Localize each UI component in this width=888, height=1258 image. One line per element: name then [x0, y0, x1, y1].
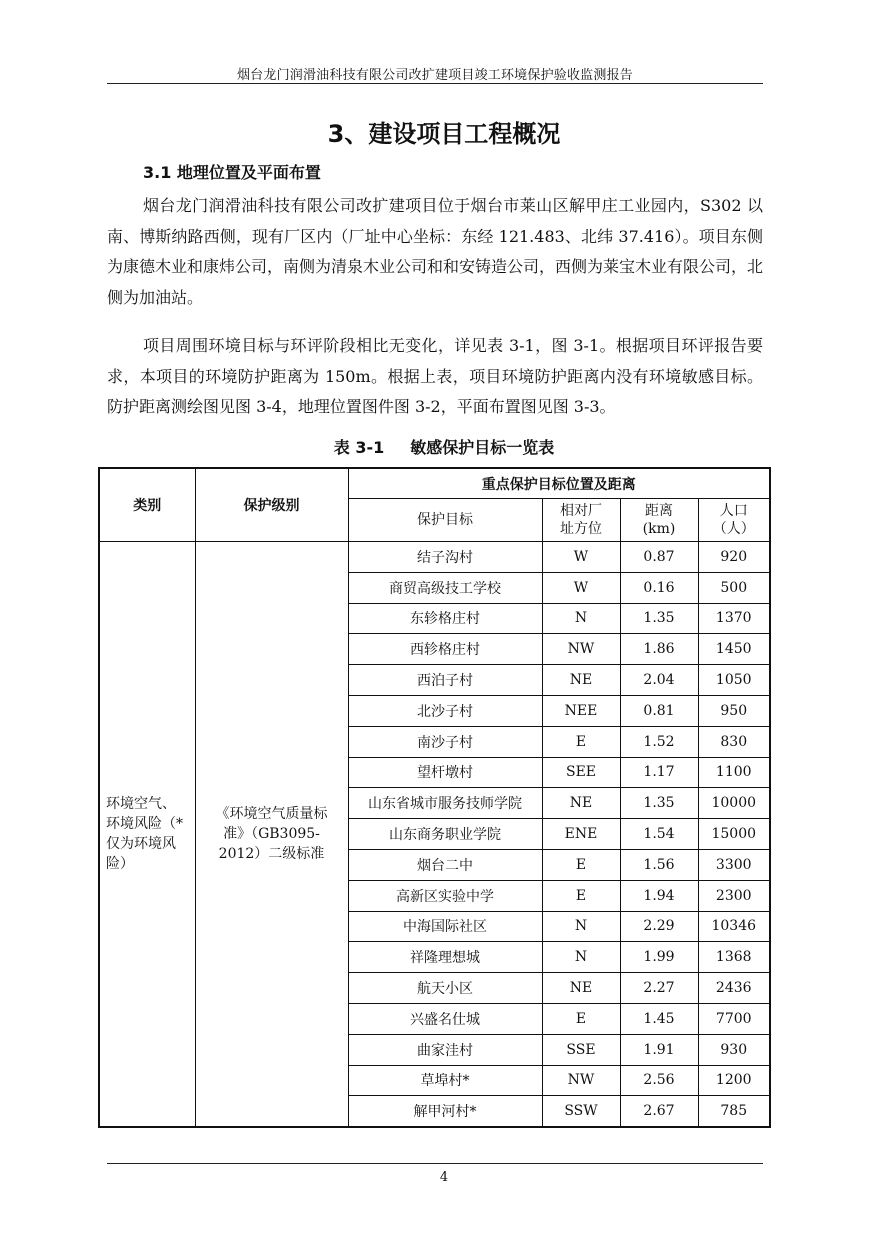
running-header: 烟台龙门润滑油科技有限公司改扩建项目竣工环境保护验收监测报告 — [236, 68, 633, 83]
target-cell: 曲家洼村 — [348, 1034, 542, 1065]
distance-cell: 1.17 — [620, 757, 698, 788]
population-cell: 950 — [698, 695, 770, 726]
distance-cell: 2.67 — [620, 1096, 698, 1127]
header-distance-text: 距离(km) — [642, 503, 676, 537]
population-cell: 3300 — [698, 849, 770, 880]
direction-cell: SEE — [542, 757, 620, 788]
target-cell: 商贸高级技工学校 — [348, 572, 542, 603]
direction-cell: E — [542, 849, 620, 880]
header-population-text: 人口（人） — [712, 503, 755, 537]
distance-cell: 2.56 — [620, 1065, 698, 1096]
population-cell: 785 — [698, 1096, 770, 1127]
table-caption — [0, 435, 888, 458]
distance-cell: 1.54 — [620, 819, 698, 850]
target-cell: 祥隆理想城 — [348, 942, 542, 973]
population-cell: 920 — [698, 542, 770, 573]
target-cell: 烟台二中 — [348, 849, 542, 880]
distance-cell: 0.16 — [620, 572, 698, 603]
paragraph-location: 烟台龙门润滑油科技有限公司改扩建项目位于烟台市莱山区解甲庄工业园内，S302 以南、博斯纳路西侧，现有厂区内（厂址中心坐标：东经 121.483、北纬 37.416）。项目东侧为康德木业和康炜公司，南侧为清泉木业公司和和安铸造公司，西侧为莱宝木业有限公司，北侧为加油站。 — [107, 196, 764, 307]
table-row — [99, 542, 770, 573]
target-cell: 结子沟村 — [348, 542, 542, 573]
population-cell: 1100 — [698, 757, 770, 788]
direction-cell: W — [542, 542, 620, 573]
distance-cell: 1.52 — [620, 726, 698, 757]
target-cell: 兴盛名仕城 — [348, 1003, 542, 1034]
category-cell — [99, 542, 195, 1128]
distance-cell: 1.86 — [620, 634, 698, 665]
population-cell: 830 — [698, 726, 770, 757]
direction-cell: E — [542, 880, 620, 911]
header-rule — [107, 83, 763, 84]
header-direction — [542, 499, 620, 542]
header-direction-text: 相对厂址方位 — [560, 503, 602, 537]
distance-cell: 1.35 — [620, 603, 698, 634]
distance-cell: 1.35 — [620, 788, 698, 819]
table-caption-number: 表 3-1 — [333, 438, 385, 457]
population-cell: 10346 — [698, 911, 770, 942]
header-target: 保护目标 — [348, 499, 542, 542]
header-category: 类别 — [99, 468, 195, 542]
population-cell: 10000 — [698, 788, 770, 819]
population-cell: 7700 — [698, 1003, 770, 1034]
sensitive-targets-table — [98, 467, 771, 1128]
distance-cell: 2.04 — [620, 665, 698, 696]
table-caption-title: 敏感保护目标一览表 — [410, 438, 555, 457]
direction-cell: SSW — [542, 1096, 620, 1127]
target-cell: 航天小区 — [348, 973, 542, 1004]
direction-cell: NE — [542, 788, 620, 819]
target-cell: 山东省城市服务技师学院 — [348, 788, 542, 819]
header-population — [698, 499, 770, 542]
protection-level-cell — [195, 542, 348, 1128]
population-cell: 500 — [698, 572, 770, 603]
target-cell: 北沙子村 — [348, 695, 542, 726]
population-cell: 1450 — [698, 634, 770, 665]
population-cell: 930 — [698, 1034, 770, 1065]
direction-cell: SSE — [542, 1034, 620, 1065]
population-cell: 1050 — [698, 665, 770, 696]
protection-level-text: 《环境空气质量标准》（GB3095-2012）二级标准 — [215, 806, 328, 863]
direction-cell: NW — [542, 634, 620, 665]
direction-cell: E — [542, 726, 620, 757]
population-cell: 1368 — [698, 942, 770, 973]
section-heading: 3.1 地理位置及平面布置 — [143, 163, 321, 182]
footer-rule — [107, 1163, 763, 1164]
population-cell: 2300 — [698, 880, 770, 911]
direction-cell: NW — [542, 1065, 620, 1096]
page-number: 4 — [439, 1170, 449, 1185]
direction-cell: NE — [542, 973, 620, 1004]
distance-cell: 1.99 — [620, 942, 698, 973]
target-cell: 南沙子村 — [348, 726, 542, 757]
direction-cell: ENE — [542, 819, 620, 850]
target-cell: 东轸格庄村 — [348, 603, 542, 634]
direction-cell: N — [542, 942, 620, 973]
target-cell: 山东商务职业学院 — [348, 819, 542, 850]
direction-cell: E — [542, 1003, 620, 1034]
category-text: 环境空气、环境风险（*仅为环境风险） — [106, 796, 183, 873]
target-cell: 高新区实验中学 — [348, 880, 542, 911]
target-cell: 解甲河村* — [348, 1096, 542, 1127]
target-cell: 中海国际社区 — [348, 911, 542, 942]
direction-cell: NEE — [542, 695, 620, 726]
target-cell: 草埠村* — [348, 1065, 542, 1096]
distance-cell: 2.29 — [620, 911, 698, 942]
target-cell: 望杆墩村 — [348, 757, 542, 788]
population-cell: 1200 — [698, 1065, 770, 1096]
population-cell: 2436 — [698, 973, 770, 1004]
target-cell: 西泊子村 — [348, 665, 542, 696]
distance-cell: 0.87 — [620, 542, 698, 573]
target-cell: 西轸格庄村 — [348, 634, 542, 665]
header-group: 重点保护目标位置及距离 — [348, 468, 770, 499]
direction-cell: N — [542, 603, 620, 634]
header-distance — [620, 499, 698, 542]
direction-cell: N — [542, 911, 620, 942]
distance-cell: 1.91 — [620, 1034, 698, 1065]
direction-cell: W — [542, 572, 620, 603]
distance-cell: 2.27 — [620, 973, 698, 1004]
distance-cell: 1.56 — [620, 849, 698, 880]
distance-cell: 1.45 — [620, 1003, 698, 1034]
header-level: 保护级别 — [195, 468, 348, 542]
table-body — [99, 542, 770, 1128]
paragraph-protection-distance: 项目周围环境目标与环评阶段相比无变化，详见表 3-1，图 3-1。根据项目环评报告要求，本项目的环境防护距离为 150m。根据上表，项目环境防护距离内没有环境敏感目标。防护距离测绘图见图 3-4，地理位置图件图 3-2，平面布置图见图 3-3。 — [107, 336, 763, 416]
distance-cell: 1.94 — [620, 880, 698, 911]
distance-cell: 0.81 — [620, 695, 698, 726]
direction-cell: NE — [542, 665, 620, 696]
chapter-title: 3、建设项目工程概况 — [327, 120, 561, 148]
population-cell: 15000 — [698, 819, 770, 850]
population-cell: 1370 — [698, 603, 770, 634]
